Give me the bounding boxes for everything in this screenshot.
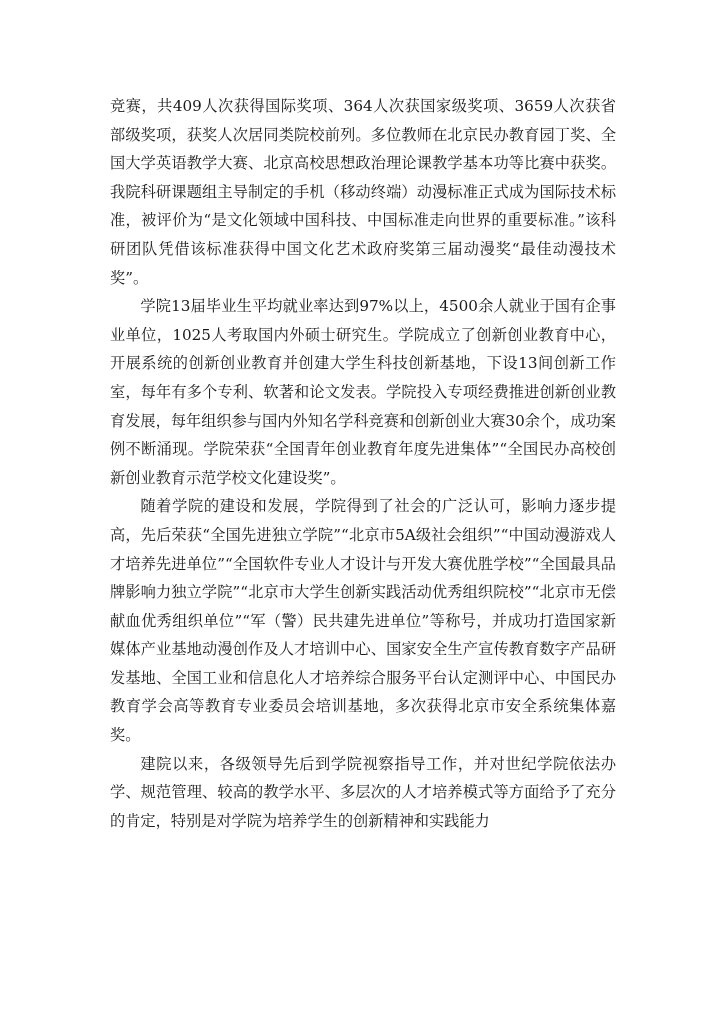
paragraph-employment: 学院13届毕业生平均就业率达到97%以上，4500余人就业于国有企事业单位，1025人考取国内外硕士研究生。学院成立了创新创业教育中心，开展系统的创新创业教育并创建大学生科技创新基地，下设13间创新工作室，每年有多个专利、软著和论文发表。学院投入专项经费推进创新创业教育发展，每年组织参与国内外知名学科竞赛和创新创业大赛30余个，成功案例不断涌现。学院荣获“全国青年创业教育年度先进集体”“全国民办高校创新创业教育示范学校文化建设奖”。: [110, 297, 616, 487]
document-body: [110, 92, 616, 835]
paragraph-leadership-visits: 建院以来，各级领导先后到学院视察指导工作，并对世纪学院依法办学、规范管理、较高的教学水平、多层次的人才培养模式等方面给予了充分的肯定，特别是对学院为培养学生的创新精神和实践能力: [110, 754, 616, 830]
paragraph-recognition: 随着学院的建设和发展，学院得到了社会的广泛认可，影响力逐步提高，先后荣获“全国先进独立学院”“北京市5A级社会组织”“中国动漫游戏人才培养先进单位”“全国软件专业人才设计与开发大赛优胜学校”“全国最具品牌影响力独立学院”“北京市大学生创新实践活动优秀组织院校”“北京市无偿献血优秀组织单位”“军（警）民共建先进单位”等称号，并成功打造国家新媒体产业基地动漫创作及人才培训中心、国家安全生产宣传教育数字产品研发基地、全国工业和信息化人才培养综合服务平台认定测评中心、中国民办教育学会高等教育专业委员会培训基地，多次获得北京市安全系统集体嘉奖。: [110, 497, 616, 745]
paragraph-awards: 竞赛，共409人次获得国际奖项、364人次获国家级奖项、3659人次获省部级奖项，获奖人次居同类院校前列。多位教师在北京民办教育园丁奖、全国大学英语教学大赛、北京高校思想政治理论课教学基本功等比赛中获奖。我院科研课题组主导制定的手机（移动终端）动漫标准正式成为国际技术标准，被评价为“是文化领域中国科技、中国标准走向世界的重要标准。”该科研团队凭借该标准获得中国文化艺术政府奖第三届动漫奖“最佳动漫技术奖”。: [110, 97, 616, 287]
